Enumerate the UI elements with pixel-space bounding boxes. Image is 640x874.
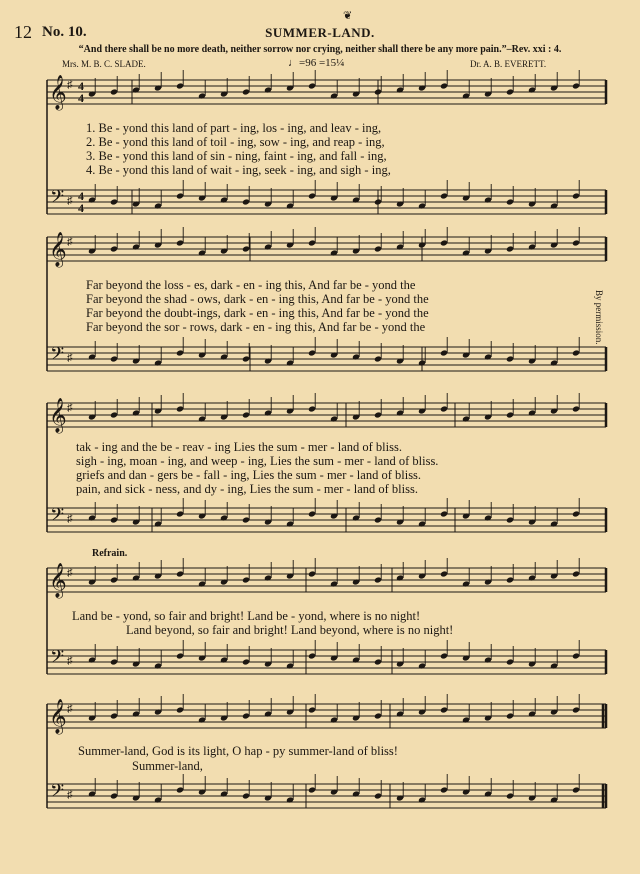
title-ornament: ❦ <box>343 10 353 22</box>
lyric-line: Far beyond the shad - ows, dark - en - ing this, And far be - yond the <box>86 292 429 306</box>
epigraph: “And there shall be no more death, neither sorrow nor crying, neither shall there be any more pain.”–Rev. xxi : 4. <box>78 44 562 55</box>
key-signature-sharp: ♯ <box>67 655 73 667</box>
lyric-line: tak - ing and the be - reav - ing Lies the sum - mer - land of bliss. <box>76 440 402 454</box>
key-signature-sharp: ♯ <box>67 703 73 715</box>
bass-clef: 𝄢 <box>50 646 65 671</box>
key-signature-sharp: ♯ <box>67 789 73 801</box>
lyric-line: Far beyond the loss - es, dark - en - ing this, And far be - yond the <box>86 278 416 292</box>
key-signature-sharp: ♯ <box>67 567 73 579</box>
bass-clef: 𝄢 <box>50 186 65 211</box>
lyric-line: 3. Be - yond this land of sin - ning, faint - ing, and fall - ing, <box>86 149 387 163</box>
tempo-marking: ♩=96 =15¼ <box>288 57 345 69</box>
key-signature-sharp: ♯ <box>67 79 73 91</box>
refrain-label: Refrain. <box>92 548 128 559</box>
lyric-line: Summer-land, God is its light, O hap - py summer-land of bliss! <box>78 744 398 758</box>
lyric-line: sigh - ing, moan - ing, and weep - ing, Lies the sum - mer - land of bliss. <box>76 454 439 468</box>
lyric-line: 4. Be - yond this land of wait - ing, seek - ing, and sigh - ing, <box>86 163 391 177</box>
lyric-line: griefs and dan - gers be - fall - ing, Lies the sum - mer - land of bliss. <box>76 468 422 482</box>
time-signature: 4 <box>78 201 84 215</box>
hymn-number: No. 10. <box>42 24 87 40</box>
time-signature: 4 <box>78 79 84 93</box>
lyric-line: Land beyond, so fair and bright! Land beyond, where is no night! <box>126 623 454 637</box>
key-signature-sharp: ♯ <box>67 195 73 207</box>
lyric-line: 1. Be - yond this land of part - ing, los - ing, and leav - ing, <box>86 121 382 135</box>
lyric-line: Summer-land, <box>132 759 203 773</box>
key-signature-sharp: ♯ <box>67 236 73 248</box>
bass-clef: 𝄢 <box>50 343 65 368</box>
lyric-line: pain, and sick - ness, and dy - ing, Lies the sum - mer - land of bliss. <box>76 482 418 496</box>
page-number: 12 <box>14 22 32 42</box>
key-signature-sharp: ♯ <box>67 513 73 525</box>
treble-clef: 𝄞 <box>49 564 67 597</box>
key-signature-sharp: ♯ <box>67 352 73 364</box>
bass-clef: 𝄢 <box>50 780 65 805</box>
lyric-line: Land be - yond, so fair and bright! Land be - yond, where is no night! <box>72 609 421 623</box>
lyric-line: 2. Be - yond this land of toil - ing, sow - ing, and reap - ing, <box>86 135 385 149</box>
treble-clef: 𝄞 <box>49 233 67 266</box>
author-credit: Mrs. M. B. C. SLADE. <box>62 59 146 69</box>
time-signature: 4 <box>78 189 84 203</box>
composer-credit: Dr. A. B. EVERETT. <box>470 59 547 69</box>
lyric-line: Far beyond the doubt-ings, dark - en - ing this, And far be - yond the <box>86 306 429 320</box>
lyric-line: Far beyond the sor - rows, dark - en - ing this, And far be - yond the <box>86 320 426 334</box>
hymn-title: SUMMER-LAND. <box>265 25 375 40</box>
permission-note: By permission. <box>594 290 604 345</box>
bass-clef: 𝄢 <box>50 504 65 529</box>
time-signature: 4 <box>78 91 84 105</box>
treble-clef: 𝄞 <box>49 76 67 109</box>
treble-clef: 𝄞 <box>49 399 67 432</box>
key-signature-sharp: ♯ <box>67 402 73 414</box>
treble-clef: 𝄞 <box>49 700 67 733</box>
